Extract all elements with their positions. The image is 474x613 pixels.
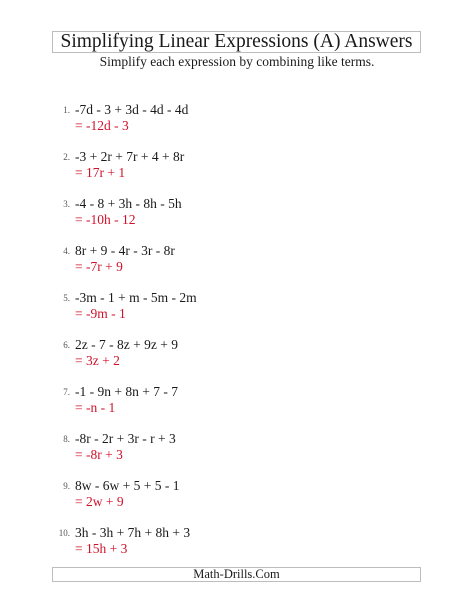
problem-answer: = -10h - 12	[75, 212, 136, 227]
problem-number: 4.	[63, 246, 70, 256]
problem-7	[0, 386, 474, 422]
problem-answer: = -8r + 3	[75, 447, 123, 462]
problem-6	[0, 339, 474, 375]
problem-expression: -3 + 2r + 7r + 4 + 8r	[75, 149, 185, 164]
worksheet-title	[52, 31, 421, 53]
problem-number: 9.	[63, 481, 70, 491]
problem-expression: -8r - 2r + 3r - r + 3	[75, 431, 176, 446]
problem-number: 8.	[63, 434, 70, 444]
problem-9	[0, 480, 474, 516]
problem-expression: 8r + 9 - 4r - 3r - 8r	[75, 243, 175, 258]
problem-number: 5.	[63, 293, 70, 303]
problem-10	[0, 527, 474, 563]
problem-expression: -3m - 1 + m - 5m - 2m	[75, 290, 197, 305]
problem-number: 10.	[58, 528, 70, 538]
problem-1	[0, 104, 474, 140]
instructions: Simplify each expression by combining like terms.	[99, 54, 375, 69]
problem-answer: = 3z + 2	[75, 353, 120, 368]
problem-expression: -7d - 3 + 3d - 4d - 4d	[75, 102, 189, 117]
problem-expression: 8w - 6w + 5 + 5 - 1	[75, 478, 180, 493]
problem-expression: -1 - 9n + 8n + 7 - 7	[75, 384, 178, 399]
problem-expression: 3h - 3h + 7h + 8h + 3	[75, 525, 191, 540]
problem-4	[0, 245, 474, 281]
problem-number: 7.	[63, 387, 70, 397]
problem-answer: = -12d - 3	[75, 118, 129, 133]
footer	[52, 567, 421, 582]
title-text: Simplifying Linear Expressions (A) Answers	[60, 31, 413, 52]
problem-5	[0, 292, 474, 328]
problem-answer: = -n - 1	[75, 400, 116, 415]
problem-answer: = 2w + 9	[75, 494, 124, 509]
problem-answer: = -7r + 9	[75, 259, 123, 274]
problem-answer: = 17r + 1	[75, 165, 126, 180]
problem-number: 1.	[63, 105, 70, 115]
problem-number: 6.	[63, 340, 70, 350]
problem-3	[0, 198, 474, 234]
problem-expression: 2z - 7 - 8z + 9z + 9	[75, 337, 178, 352]
problem-expression: -4 - 8 + 3h - 8h - 5h	[75, 196, 182, 211]
problem-number: 3.	[63, 199, 70, 209]
problem-answer: = -9m - 1	[75, 306, 126, 321]
footer-site-link[interactable]: Math-Drills.Com	[193, 567, 280, 581]
problem-answer: = 15h + 3	[75, 541, 128, 556]
problem-2	[0, 151, 474, 187]
problem-number: 2.	[63, 152, 70, 162]
problem-8	[0, 433, 474, 469]
